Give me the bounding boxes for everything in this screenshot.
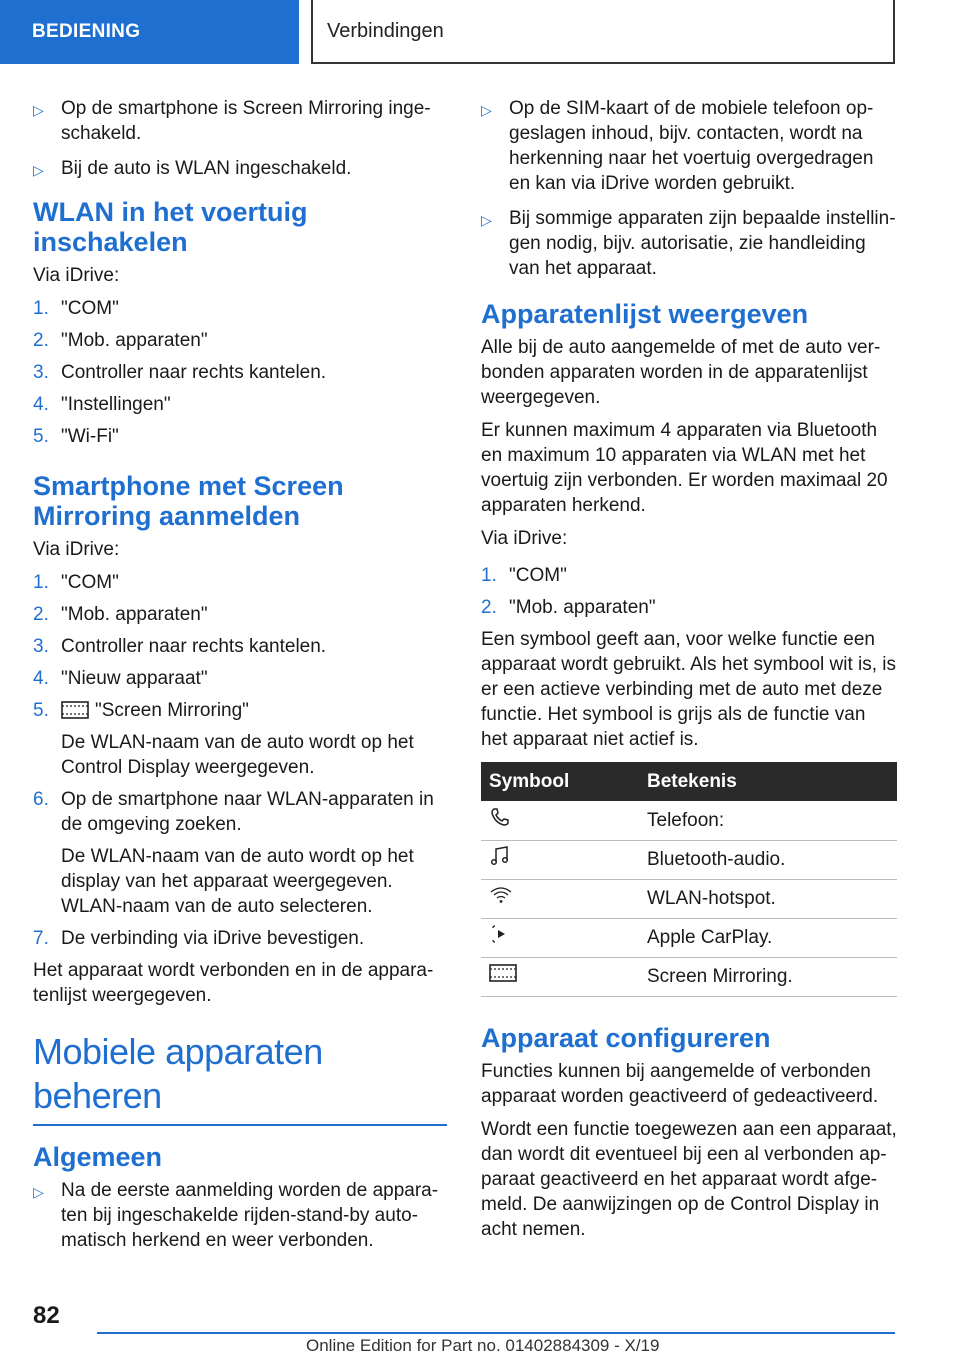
heading-configure: Apparaat configureren [481,1022,771,1053]
screen-mirroring-icon [61,701,89,719]
list-item: ▷ Bij sommige apparaten zijn bepaalde instellingen nodig, bijv. autorisatie, zie handleiding van het apparaat. [481,208,896,279]
table-row: Bluetooth-audio. [481,840,897,879]
list-item: 5. "Wi-Fi" [33,426,119,447]
heading-mobile-devices: Mobiele apparaten beheren [33,1030,447,1126]
chapter-title: Verbindingen [311,0,895,64]
list-item: 1. "COM" [481,565,567,586]
table-row: Screen Mirroring. [481,957,897,996]
list-item: 4. "Nieuw apparaat" [33,668,208,689]
list-item: 1. "COM" [33,298,119,319]
table-row: Telefoon: [481,801,897,840]
music-note-icon [489,845,511,867]
heading-wlan: WLAN in het voertuig inschakelen [33,197,308,257]
triangle-bullet-icon: ▷ [33,162,44,178]
footer-divider [97,1332,895,1334]
list-item: 2. "Mob. apparaten" [481,597,656,618]
table-row: WLAN-hotspot. [481,879,897,918]
list-item: 3. Controller naar rechts kantelen. [33,636,327,657]
triangle-bullet-icon: ▷ [33,102,44,118]
heading-smartphone: Smartphone met Screen Mirroring aanmelden [33,471,344,531]
step-note: De WLAN-naam van de auto wordt op het Control Display weergegeven. [61,732,414,778]
phone-icon [489,806,511,828]
column-header: Symbool [481,762,639,801]
paragraph: Een symbool geeft aan, voor welke functie een apparaat wordt gebruikt. Als het symbool wit is, is er een actieve verbinding met de auto met deze functie. Het symbool is grijs als de functie van het apparaat niet actief is. [481,629,897,750]
screen-mirroring-icon [489,964,517,982]
carplay-icon [489,923,511,945]
triangle-bullet-icon: ▷ [481,102,492,118]
step-note: De WLAN-naam van de auto wordt op het display van het apparaat weergegeven. WLAN-naam van de auto selecteren. [61,846,414,917]
heading-device-list: Apparatenlijst weergeven [481,299,809,329]
heading-general: Algemeen [33,1142,163,1172]
list-item: ▷ Op de smartphone is Screen Mirroring ingeschakeld. [33,98,431,144]
triangle-bullet-icon: ▷ [33,1184,44,1200]
section-tab: BEDIENING [0,0,299,64]
page-number: 82 [33,1302,60,1329]
list-item: ▷ Op de SIM-kaart of de mobiele telefoon opgeslagen inhoud, bijv. contacten, wordt na herkenning naar het voertuig overgedragen en kan via iDrive worden gebruikt. [481,98,874,194]
result-text: Het apparaat wordt verbonden en in de apparatenlijst weergegeven. [33,960,434,1006]
via-idrive: Via iDrive: [33,265,120,286]
paragraph: Alle bij de auto aangemelde of met de auto verbonden apparaten worden in de apparatenlijst weergegeven. [481,337,881,408]
list-item: 6. Op de smartphone naar WLAN-apparaten in de omgeving zoeken. [33,789,434,835]
list-item: 1. "COM" [33,572,119,593]
list-item: 5. "Screen Mirroring" [33,700,249,721]
list-item: ▷ Na de eerste aanmelding worden de apparaten bij ingeschakelde rijden-stand-by automatisch herkend en weer verbonden. [33,1180,439,1251]
table-row: Apple CarPlay. [481,918,897,957]
paragraph: Functies kunnen bij aangemelde of verbonden apparaat worden geactiveerd of gedeactiveerd. [481,1060,879,1107]
left-column [33,96,447,1263]
list-item: 2. "Mob. apparaten" [33,604,208,625]
column-header: Betekenis [639,762,897,801]
wifi-icon [489,885,513,905]
list-item: ▷ Bij de auto is WLAN ingeschakeld. [33,156,447,183]
list-item: 7. De verbinding via iDrive bevestigen. [33,928,365,949]
list-item: 2. "Mob. apparaten" [33,330,208,351]
list-item: 3. Controller naar rechts kantelen. [33,362,327,383]
paragraph: Er kunnen maximum 4 apparaten via Bluetooth en maximum 10 apparaten via WLAN met het voertuig zijn verbonden. Er worden maximaal 20 apparaten herkend. [481,420,888,516]
triangle-bullet-icon: ▷ [481,212,492,228]
paragraph: Wordt een functie toegewezen aan een apparaat, dan wordt dit eventueel bij een al verbonden apparaat geactiveerd en het apparaat wordt afgemeld. De aanwijzingen op de Control Display in acht nemen. [481,1118,897,1240]
footer-edition: Online Edition for Part no. 01402884309 - X/19 [306,1336,660,1355]
symbol-table [481,762,897,997]
via-idrive: Via iDrive: [33,539,120,560]
table-header-row [481,762,897,801]
right-column [481,96,897,1250]
list-item: 4. "Instellingen" [33,394,171,415]
via-idrive: Via iDrive: [481,528,568,549]
